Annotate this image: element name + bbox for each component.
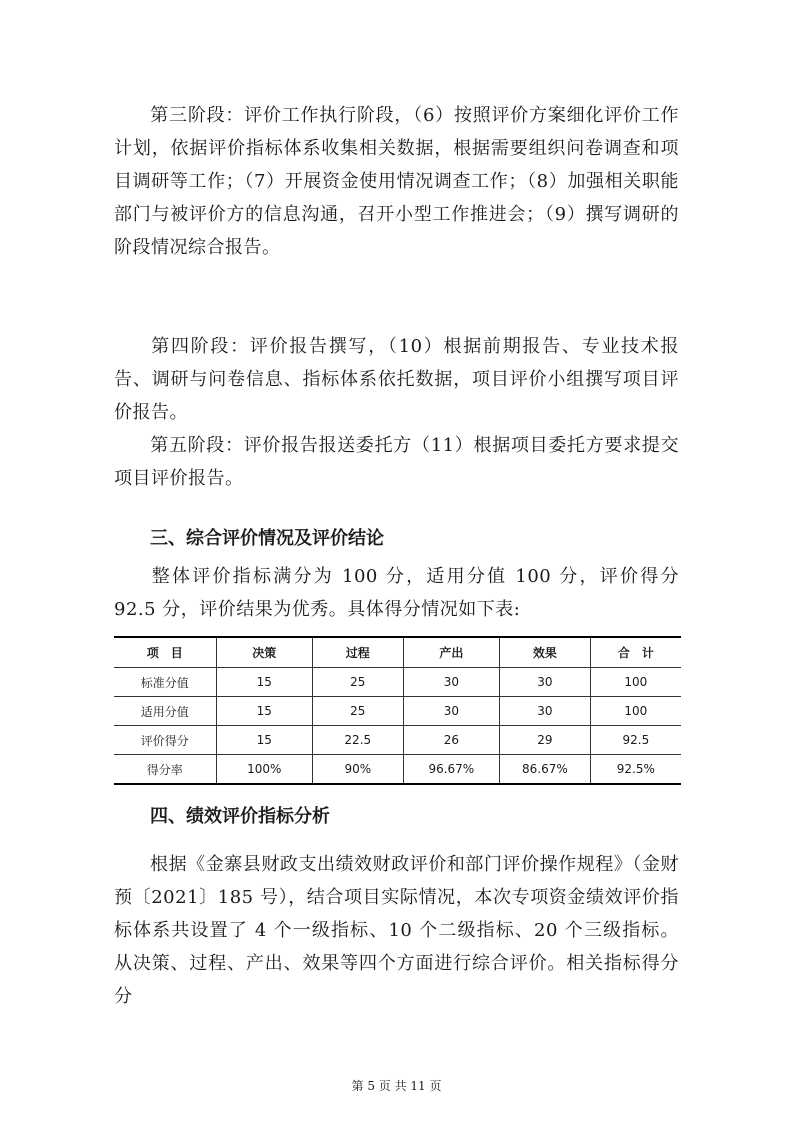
table-cell: 15: [216, 697, 312, 726]
table-header-cell: 合 计: [590, 637, 681, 668]
table-header-cell: 产出: [403, 637, 499, 668]
table-cell: 15: [216, 668, 312, 697]
paragraph-stage5: [114, 429, 679, 495]
table-header-cell: 项 目: [114, 637, 216, 668]
paragraph-stage4-text: 第四阶段：评价报告撰写，（10）根据前期报告、专业技术报告、调研与问卷信息、指标体系依托数据，项目评价小组撰写项目评价报告。: [114, 336, 679, 423]
table-header-cell: 效果: [500, 637, 591, 668]
table-header-cell: 决策: [216, 637, 312, 668]
table-cell: 29: [500, 726, 591, 755]
table-cell: 30: [500, 668, 591, 697]
page-footer: 第 5 页 共 11 页: [351, 1079, 442, 1093]
heading-section3: 三、综合评价情况及评价结论: [150, 528, 384, 549]
paragraph-stage4: [114, 330, 679, 429]
paragraph-summary: [114, 560, 679, 626]
table-cell: 标准分值: [114, 668, 216, 697]
table-cell: 30: [403, 697, 499, 726]
table-header-cell: 过程: [312, 637, 403, 668]
paragraph-summary-text: 整体评价指标满分为 100 分，适用分值 100 分，评价得分 92.5 分，评价结果为优秀。具体得分情况如下表:: [114, 566, 679, 620]
table-cell: 25: [312, 697, 403, 726]
table-cell: 得分率: [114, 755, 216, 785]
table-row: [114, 668, 681, 697]
table-cell: 22.5: [312, 726, 403, 755]
table-cell: 适用分值: [114, 697, 216, 726]
paragraph-stage3-text: 第三阶段：评价工作执行阶段，（6）按照评价方案细化评价工作计划，依据评价指标体系收集相关数据，根据需要组织问卷调查和项目调研等工作；（7）开展资金使用情况调查工作；（8）加强相关职能部门与被评价方的信息沟通，召开小型工作推进会；（9）撰写调研的阶段情况综合报告。: [114, 105, 679, 258]
paragraph-basis-text: 根据《金寨县财政支出绩效财政评价和部门评价操作规程》（金财预〔2021〕185 号），结合项目实际情况，本次专项资金绩效评价指标体系共设置了 4 个一级指标、10 个二级指标、20 个三级指标。从决策、过程、产出、效果等四个方面进行综合评价。相关指标得分分: [114, 854, 679, 1007]
score-table: [114, 636, 681, 785]
table-cell: 15: [216, 726, 312, 755]
table-cell: 90%: [312, 755, 403, 785]
table-row: [114, 755, 681, 785]
table-header-row: [114, 637, 681, 668]
table-cell: 30: [403, 668, 499, 697]
paragraph-basis: [114, 848, 679, 1013]
table-cell: 92.5: [590, 726, 681, 755]
table-cell: 26: [403, 726, 499, 755]
table-cell: 96.67%: [403, 755, 499, 785]
paragraph-stage3: [114, 99, 679, 264]
table-cell: 86.67%: [500, 755, 591, 785]
heading-section4: 四、绩效评价指标分析: [150, 806, 330, 827]
table-row: [114, 726, 681, 755]
table-cell: 30: [500, 697, 591, 726]
table-cell: 100%: [216, 755, 312, 785]
table-cell: 25: [312, 668, 403, 697]
table-cell: 100: [590, 697, 681, 726]
table-cell: 92.5%: [590, 755, 681, 785]
table-row: [114, 697, 681, 726]
table-cell: 评价得分: [114, 726, 216, 755]
paragraph-stage5-text: 第五阶段：评价报告报送委托方（11）根据项目委托方要求提交项目评价报告。: [114, 435, 679, 489]
table-cell: 100: [590, 668, 681, 697]
